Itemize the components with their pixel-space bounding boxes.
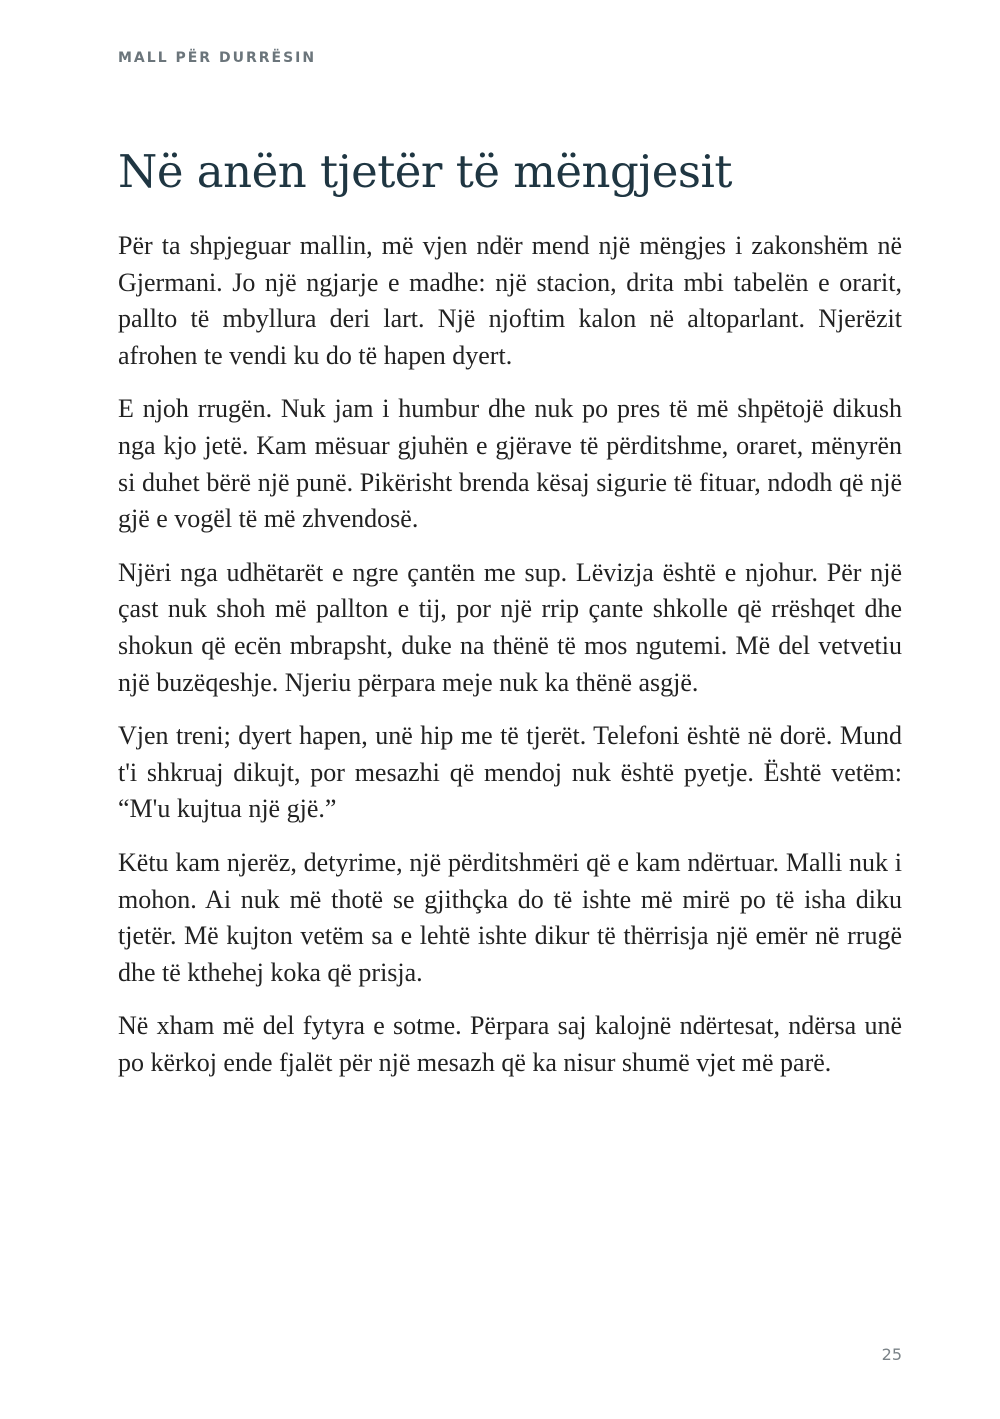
chapter-body <box>118 228 902 1098</box>
paragraph: E njoh rrugën. Nuk jam i humbur dhe nuk po pres të më shpëtojë dikush nga kjo jetë. Kam mësuar gjuhën e gjërave të përditshme, oraret, mënyrën si duhet bërë një punë. Pikërisht brenda kësaj sigurie të fituar, ndodh që një gjë e vogël të më zhvendosë. <box>118 394 902 534</box>
paragraph: Vjen treni; dyert hapen, unë hip me të tjerët. Telefoni është në dorë. Mund t'i shkruaj dikujt, por mesazhi që mendoj nuk është pyetje. Është vetëm: “M'u kujtua një gjë.” <box>118 721 902 824</box>
chapter-title: Në anën tjetër të mëngjesit <box>118 145 732 198</box>
paragraph: Këtu kam njerëz, detyrime, një përditshmëri që e kam ndërtuar. Malli nuk i mohon. Ai nuk më thotë se gjithçka do të ishte më mirë po të isha diku tjetër. Më kujton vetëm sa e lehtë ishte dikur të thërrisja një emër në rrugë dhe të kthehej koka që prisja. <box>118 847 902 987</box>
paragraph: Në xham më del fytyra e sotme. Përpara saj kalojnë ndërtesat, ndërsa unë po kërkoj ende fjalët për një mesazh që ka nisur shumë vjet më parë. <box>118 1011 902 1077</box>
page-number: 25 <box>881 1345 902 1364</box>
paragraph: Njëri nga udhëtarët e ngre çantën me sup. Lëvizja është e njohur. Për një çast nuk shoh më pallton e tij, por një rrip çante shkolle që rrëshqet dhe shokun që ecën mbrapsht, duke na thënë të mos ngutemi. Më del vetvetiu një buzëqeshje. Njeriu përpara meje nuk ka thënë asgjë. <box>118 557 902 697</box>
book-page <box>118 0 902 1419</box>
running-header: MALL PËR DURRËSIN <box>118 50 317 66</box>
paragraph: Për ta shpjeguar mallin, më vjen ndër mend një mëngjes i zakonshëm në Gjermani. Jo një ngjarje e madhe: një stacion, drita mbi tabelën e orarit, pallto të mbyllura deri lart. Një njoftim kalon në altoparlant. Njerëzit afrohen te vendi ku do të hapen dyert. <box>118 231 902 370</box>
